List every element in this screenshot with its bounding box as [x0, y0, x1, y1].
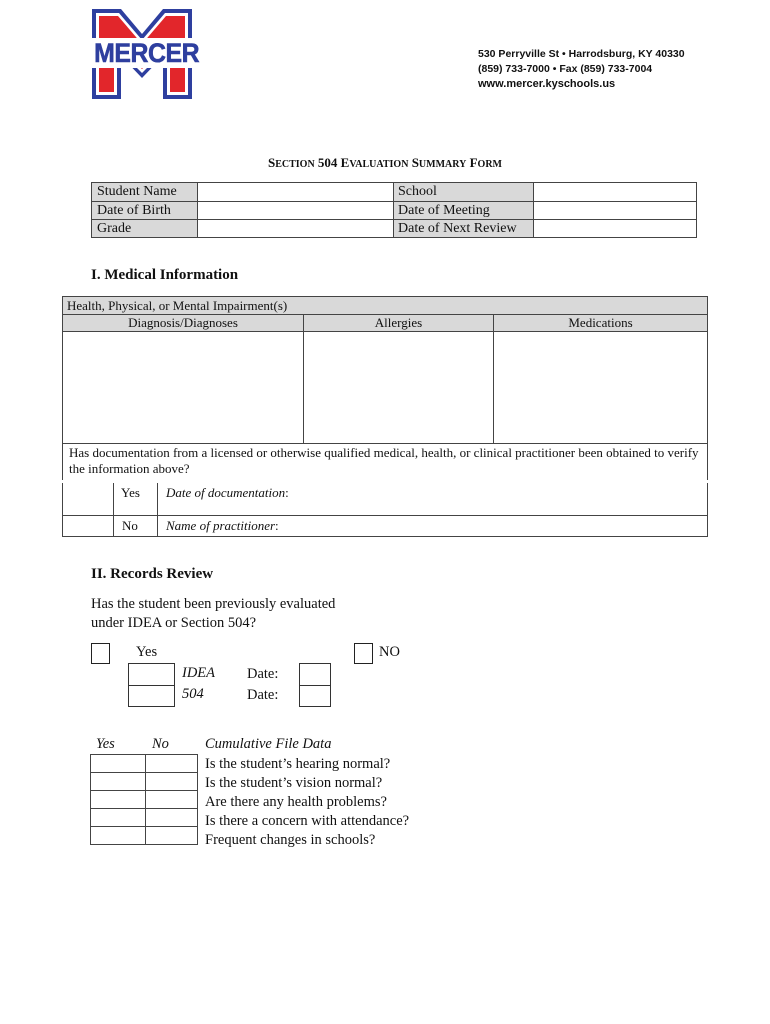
list-item: Is the student’s vision normal?: [205, 775, 383, 791]
cumulative-file-items: [205, 755, 409, 850]
mercer-logo: [91, 8, 200, 100]
list-item: Is the student’s hearing normal?: [205, 756, 391, 772]
yes-label: Yes: [114, 483, 158, 516]
list-item: Are there any health problems?: [205, 794, 387, 810]
documentation-options: [62, 483, 708, 537]
section-2-heading: II. Records Review: [91, 566, 214, 582]
idea-label: IDEA: [182, 665, 216, 681]
address-text: 530 Perryville St • Harrodsburg, KY 40330: [478, 48, 685, 60]
allergies-field[interactable]: [304, 332, 494, 444]
grid-no-header: No: [152, 736, 169, 752]
vision-yes-checkbox[interactable]: [91, 773, 146, 791]
student-info-table: [91, 182, 697, 238]
student-name-field[interactable]: [198, 183, 394, 202]
grade-label: Grade: [92, 220, 198, 238]
section-504-date-field[interactable]: [299, 685, 331, 707]
dob-label: Date of Birth: [92, 202, 198, 220]
meeting-date-field[interactable]: [534, 202, 697, 220]
school-changes-yes-checkbox[interactable]: [91, 827, 146, 845]
attendance-no-checkbox[interactable]: [146, 809, 198, 827]
practitioner-name-field[interactable]: Name of practitioner:: [166, 518, 279, 533]
phone-fax-text: (859) 733-7000 • Fax (859) 733-7004: [478, 63, 653, 75]
list-item: Is there a concern with attendance?: [205, 813, 410, 829]
next-review-label: Date of Next Review: [394, 220, 534, 238]
previously-evaluated-yes-label: Yes: [136, 644, 158, 660]
website-text: www.mercer.kyschools.us: [478, 78, 616, 90]
diagnosis-field[interactable]: [63, 332, 304, 444]
no-label: No: [114, 516, 158, 536]
documentation-date-field[interactable]: Date of documentation:: [158, 483, 707, 516]
school-field[interactable]: [534, 183, 697, 202]
medications-field[interactable]: [494, 332, 708, 444]
next-review-field[interactable]: [534, 220, 697, 238]
cumulative-file-grid: [90, 754, 198, 845]
meeting-date-label: Date of Meeting: [394, 202, 534, 220]
contact-block: [478, 47, 685, 92]
previously-evaluated-yes-checkbox[interactable]: [91, 643, 110, 664]
vision-no-checkbox[interactable]: [146, 773, 198, 791]
section-504-date-label: Date:: [247, 687, 279, 703]
impairment-header: Health, Physical, or Mental Impairment(s): [63, 297, 708, 315]
student-name-label: Student Name: [92, 183, 198, 202]
health-yes-checkbox[interactable]: [91, 791, 146, 809]
school-label: School: [394, 183, 534, 202]
attendance-yes-checkbox[interactable]: [91, 809, 146, 827]
section-504-label: 504: [182, 686, 204, 702]
documentation-question: Has documentation from a licensed or otherwise qualified medical, health, or clinical practitioner been obtained to verify the information above?: [63, 444, 708, 481]
section-504-checkbox[interactable]: [128, 685, 175, 707]
idea-date-label: Date:: [247, 666, 279, 682]
school-changes-no-checkbox[interactable]: [146, 827, 198, 845]
medications-column-header: Medications: [494, 315, 708, 332]
idea-date-field[interactable]: [299, 663, 331, 686]
logo-text: MERCER: [94, 38, 200, 68]
yes-checkbox[interactable]: [63, 483, 114, 516]
previously-evaluated-no-label: NO: [379, 644, 400, 660]
cumulative-file-title: Cumulative File Data: [205, 736, 332, 752]
diagnosis-column-header: Diagnosis/Diagnoses: [63, 315, 304, 332]
hearing-yes-checkbox[interactable]: [91, 755, 146, 773]
no-checkbox[interactable]: [63, 516, 114, 536]
list-item: Frequent changes in schools?: [205, 832, 376, 848]
form-title: SECTION 504 EVALUATION SUMMARY FORM: [267, 155, 502, 170]
idea-checkbox[interactable]: [128, 663, 175, 686]
dob-field[interactable]: [198, 202, 394, 220]
health-no-checkbox[interactable]: [146, 791, 198, 809]
section-1-heading: I. Medical Information: [91, 267, 239, 283]
evaluation-question: Has the student been previously evaluated under IDEA or Section 504?: [91, 596, 336, 631]
hearing-no-checkbox[interactable]: [146, 755, 198, 773]
allergies-column-header: Allergies: [304, 315, 494, 332]
medical-info-table: [62, 296, 708, 480]
grade-field[interactable]: [198, 220, 394, 238]
grid-yes-header: Yes: [96, 736, 115, 752]
previously-evaluated-no-checkbox[interactable]: [354, 643, 373, 664]
